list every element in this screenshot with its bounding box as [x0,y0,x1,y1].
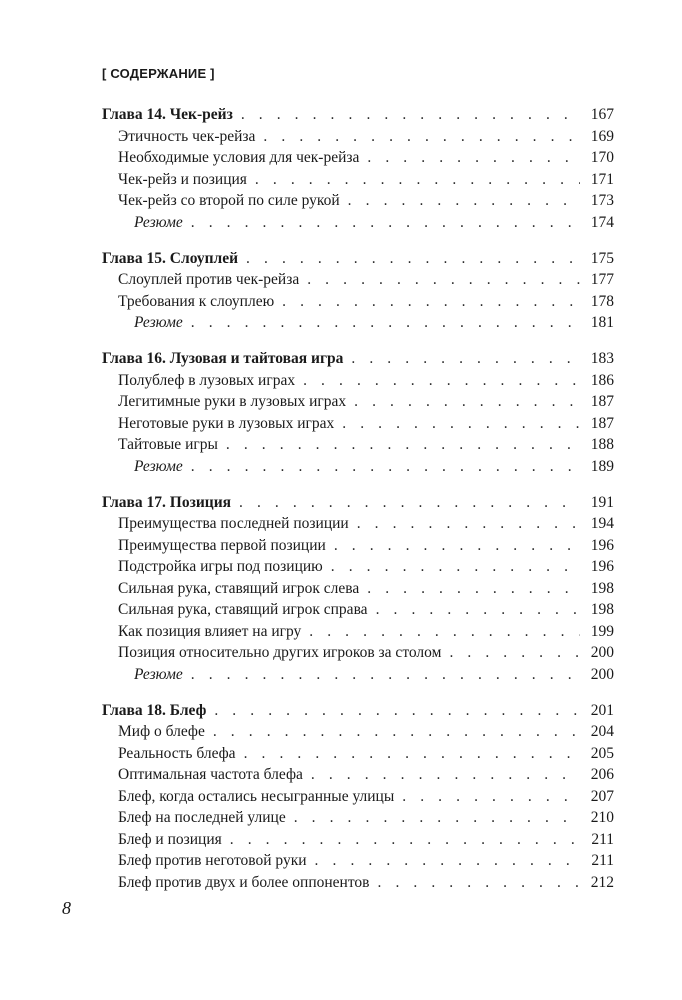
dot-leader [303,370,580,392]
toc-chapter-group [102,248,614,334]
toc-page-number: 188 [590,436,614,453]
toc-chapter-group [102,700,614,894]
toc-chapter-entry[interactable] [102,248,614,270]
toc-entry-title: Неготовые руки в лузовых играх [118,414,335,432]
dot-leader [351,348,580,370]
dot-leader [255,169,580,191]
toc-page-number: 177 [590,271,614,288]
toc-page-number: 198 [590,601,614,618]
dot-leader [307,269,580,291]
toc-entry-title: Миф о блефе [118,723,205,740]
toc-entry-title: Глава 16. Лузовая и тайтовая игра [102,350,344,367]
toc-summary-entry[interactable] [102,212,614,234]
dot-leader [226,434,580,456]
dot-leader [191,212,580,234]
toc-entry-title: Блеф против неготовой руки [118,852,307,869]
dot-leader [376,599,580,621]
toc-entry-title: Чек-рейз и позиция [118,170,247,188]
toc-page-number: 170 [590,149,614,166]
toc-entry-title: Подстройка игры под позицию [118,558,323,575]
page-number: 8 [62,898,71,918]
toc-page-number: 169 [590,127,614,145]
toc-entry-title: Резюме [134,213,183,231]
toc-entry-title: Слоуплей против чек-рейза [118,271,300,288]
toc-section-entry[interactable] [102,556,614,578]
dot-leader [334,535,580,557]
dot-leader [294,807,580,829]
toc-section-entry[interactable] [102,169,614,191]
dot-leader [331,556,580,578]
dot-leader [246,248,580,270]
toc-entry-title: Тайтовые игры [118,436,218,453]
toc-page-number: 181 [590,314,614,331]
toc-section-entry[interactable] [102,721,614,743]
toc-page-number: 199 [590,622,614,640]
toc-section-entry[interactable] [102,269,614,291]
toc-entry-title: Реальность блефа [118,744,236,762]
toc-summary-entry[interactable] [102,456,614,478]
toc-section-entry[interactable] [102,621,614,643]
toc-page-number: 200 [590,644,614,661]
dot-leader [282,291,580,313]
toc-entry-title: Резюме [134,665,183,683]
toc-entry-title: Сильная рука, ставящий игрок слева [118,579,360,597]
toc-page-number: 194 [590,515,614,532]
toc-page-number: 174 [590,213,614,231]
dot-leader [239,492,580,514]
toc-section-entry[interactable] [102,807,614,829]
toc-section-entry[interactable] [102,391,614,413]
toc-chapter-entry[interactable] [102,104,614,126]
toc-page-number: 210 [590,809,614,826]
toc-page-number: 198 [590,579,614,597]
toc-page-number: 173 [590,192,614,209]
toc-section-entry[interactable] [102,642,614,664]
toc-chapter-entry[interactable] [102,492,614,514]
toc-page-number: 191 [590,493,614,511]
toc-section-entry[interactable] [102,829,614,851]
dot-leader [244,743,580,765]
toc-entry-title: Чек-рейз со второй по силе рукой [118,192,340,209]
toc-chapter-group [102,492,614,686]
toc-entry-title: Глава 15. Слоуплей [102,249,239,267]
toc-entry-title: Этичность чек-рейза [118,127,256,145]
toc-header: [ СОДЕРЖАНИЕ ] [102,66,215,81]
toc-entry-title: Блеф на последней улице [118,809,286,826]
dot-leader [367,578,580,600]
dot-leader [367,147,580,169]
toc-entry-title: Позиция относительно других игроков за столом [118,644,442,661]
toc-page-number: 212 [590,873,614,891]
toc-section-entry[interactable] [102,147,614,169]
toc-chapter-group [102,104,614,233]
dot-leader [348,190,580,212]
dot-leader [214,700,580,722]
toc-section-entry[interactable] [102,413,614,435]
toc-entry-title: Как позиция влияет на игру [118,622,302,640]
toc-page-number: 205 [590,744,614,762]
toc-page-number: 183 [590,350,614,367]
toc-section-entry[interactable] [102,190,614,212]
dot-leader [402,786,580,808]
toc-entry-title: Глава 18. Блеф [102,701,207,719]
dot-leader [241,104,580,126]
dot-leader [191,312,580,334]
dot-leader [357,513,580,535]
toc-page-number: 171 [590,170,614,188]
dot-leader [311,764,580,786]
toc-page-number: 200 [590,665,614,683]
toc-entry-title: Резюме [134,314,183,331]
toc-section-entry[interactable] [102,786,614,808]
toc-entry-title: Требования к слоуплею [118,292,275,310]
toc-chapter-group [102,348,614,477]
toc-summary-entry[interactable] [102,312,614,334]
toc-page-number: 167 [590,106,614,123]
dot-leader [191,664,580,686]
dot-leader [378,872,581,894]
toc-entry-title: Резюме [134,457,183,475]
toc-entry-title: Блеф и позиция [118,830,222,848]
toc-section-entry[interactable] [102,764,614,786]
toc-section-entry[interactable] [102,291,614,313]
toc-entry-title: Глава 17. Позиция [102,493,232,511]
toc-chapter-entry[interactable] [102,348,614,370]
dot-leader [213,721,580,743]
dot-leader [191,456,580,478]
toc-page-number: 175 [590,249,614,267]
toc-page-number: 196 [590,536,614,554]
toc-page-number: 207 [590,787,614,805]
dot-leader [315,850,580,872]
toc-page-number: 201 [590,701,614,719]
toc-chapter-entry[interactable] [102,700,614,722]
toc-entry-title: Преимущества первой позиции [118,536,326,554]
toc-section-entry[interactable] [102,850,614,872]
toc-entry-title: Необходимые условия для чек-рейза [118,149,360,166]
toc-page-number: 189 [590,457,614,475]
dot-leader [309,621,580,643]
dot-leader [263,126,580,148]
toc-page-number: 206 [590,766,614,783]
toc-page-number: 186 [590,371,614,389]
toc-section-entry[interactable] [102,370,614,392]
dot-leader [449,642,580,664]
toc-page-number: 178 [590,292,614,310]
toc-entry-title: Преимущества последней позиции [118,515,349,532]
toc-summary-entry[interactable] [102,664,614,686]
toc-section-entry[interactable] [102,513,614,535]
toc-page-number: 204 [590,723,614,740]
table-of-contents [102,104,614,908]
toc-section-entry[interactable] [102,599,614,621]
toc-section-entry[interactable] [102,434,614,456]
toc-entry-title: Глава 14. Чек-рейз [102,106,233,123]
toc-section-entry[interactable] [102,535,614,557]
toc-section-entry[interactable] [102,578,614,600]
toc-section-entry[interactable] [102,743,614,765]
toc-entry-title: Полублеф в лузовых играх [118,371,296,389]
dot-leader [354,391,580,413]
toc-section-entry[interactable] [102,126,614,148]
toc-entry-title: Блеф против двух и более оппонентов [118,873,370,891]
toc-page-number: 211 [591,852,614,869]
toc-entry-title: Оптимальная частота блефа [118,766,303,783]
toc-entry-title: Сильная рука, ставящий игрок справа [118,601,368,618]
toc-page-number: 187 [590,414,614,432]
toc-page-number: 187 [590,393,614,410]
dot-leader [342,413,580,435]
toc-section-entry[interactable] [102,872,614,894]
toc-page-number: 211 [591,830,614,848]
toc-entry-title: Блеф, когда остались несыгранные улицы [118,787,395,805]
toc-entry-title: Легитимные руки в лузовых играх [118,393,347,410]
dot-leader [230,829,580,851]
toc-page-number: 196 [590,558,614,575]
